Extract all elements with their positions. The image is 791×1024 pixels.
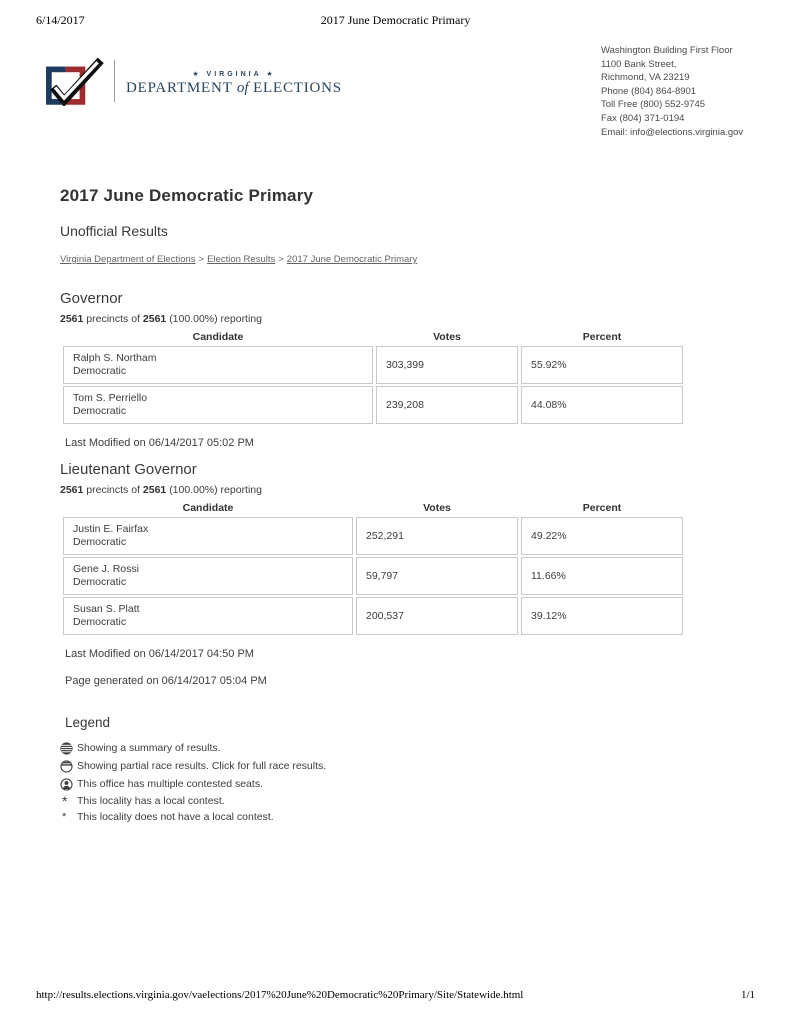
candidate-party: Democratic: [73, 616, 127, 628]
precincts-count: 2561: [60, 313, 84, 325]
legend-list: [60, 739, 686, 825]
votes-column-header: Votes: [433, 331, 461, 343]
candidate-party: Democratic: [73, 365, 127, 377]
logo-elections-word: ELECTIONS: [253, 79, 342, 96]
percent-column-header: Percent: [582, 502, 622, 514]
candidate-party: Democratic: [73, 576, 127, 588]
logo-text: [126, 66, 342, 97]
print-footer-url: http://results.elections.virginia.gov/vaelections/2017%20June%20Democratic%20Primary/Site/Statewide.html: [36, 989, 524, 1001]
precincts-percent-text: (100.00%) reporting: [169, 313, 262, 325]
candidate-party: Democratic: [73, 536, 127, 548]
page-generated-timestamp: Page generated on 06/14/2017 05:04 PM: [65, 675, 267, 687]
legend-item-summary: [60, 739, 686, 757]
percent-cell: 49.22%: [521, 517, 683, 555]
votes-cell: 252,291: [356, 517, 518, 555]
print-footer-page-number: 1/1: [740, 989, 755, 1001]
last-modified-governor: Last Modified on 06/14/2017 05:02 PM: [65, 437, 254, 449]
lieutenant-governor-results-table: [60, 498, 686, 637]
candidate-cell: [63, 557, 353, 595]
legend-item-partial: [60, 757, 686, 775]
precincts-text: precincts of: [86, 484, 140, 496]
percent-cell: 55.92%: [521, 346, 683, 384]
person-circle-icon: [60, 778, 77, 791]
candidate-party: Democratic: [73, 405, 127, 417]
summary-results-circle-icon: [60, 742, 77, 755]
logo-name-line: [126, 80, 342, 97]
legend-item-multiple-seats: [60, 775, 686, 793]
contact-tollfree: Toll Free (800) 552-9745: [601, 99, 706, 111]
votes-cell: 59,797: [356, 557, 518, 595]
print-header-date: 6/14/2017: [36, 13, 85, 27]
candidate-cell: [63, 386, 373, 424]
legend-title: Legend: [65, 715, 111, 730]
print-header-title: 2017 June Democratic Primary: [320, 13, 471, 27]
checkmark-ballot-icon: [45, 56, 109, 106]
race-title-governor: Governor: [60, 290, 123, 307]
candidate-column-header: Candidate: [182, 502, 234, 514]
candidate-name: Ralph S. Northam: [73, 352, 157, 364]
contact-fax: Fax (804) 371-0194: [601, 112, 685, 124]
small-asterisk-icon: [60, 813, 77, 821]
logo-virginia-line: ★ VIRGINIA ★: [192, 70, 276, 78]
percent-column-header: Percent: [582, 331, 622, 343]
candidate-cell: [63, 597, 353, 635]
table-header-row: [63, 500, 683, 515]
department-of-elections-logo: [45, 56, 342, 106]
legend-item-local-contest: [60, 793, 686, 809]
table-row: [63, 597, 683, 635]
legend-item-text: This locality has a local contest.: [77, 795, 225, 807]
precincts-total: 2561: [142, 313, 167, 325]
main-content: [60, 186, 686, 825]
precincts-percent-text: (100.00%) reporting: [169, 484, 262, 496]
votes-cell: 239,208: [376, 386, 518, 424]
logo-department-word: DEPARTMENT: [126, 79, 233, 96]
breadcrumb-link-election-results[interactable]: Election Results: [207, 254, 276, 265]
percent-cell: 11.66%: [521, 557, 683, 595]
votes-cell: 303,399: [376, 346, 518, 384]
breadcrumb-separator: >: [198, 254, 205, 265]
precincts-reporting-lieutenant-governor: [60, 484, 686, 496]
breadcrumb: [60, 254, 686, 265]
logo-of-word: of: [236, 79, 249, 96]
precincts-total: 2561: [142, 484, 167, 496]
votes-column-header: Votes: [423, 502, 451, 514]
legend-item-text: Showing a summary of results.: [77, 742, 221, 754]
asterisk-icon: [60, 793, 77, 809]
candidate-cell: [63, 517, 353, 555]
governor-results-table: [60, 327, 686, 426]
percent-cell: 44.08%: [521, 386, 683, 424]
precincts-reporting-governor: [60, 313, 686, 325]
asterisk-glyph: *: [62, 793, 68, 809]
legend-item-text: This locality does not have a local contest.: [77, 811, 274, 823]
legend-item-text: This office has multiple contested seats.: [77, 778, 263, 790]
candidate-name: Justin E. Fairfax: [73, 523, 149, 535]
contact-phone: Phone (804) 864-8901: [601, 85, 697, 97]
table-row: [63, 517, 683, 555]
table-header-row: [63, 329, 683, 344]
votes-cell: 200,537: [356, 597, 518, 635]
contact-email: Email: info@elections.virginia.gov: [601, 126, 744, 138]
table-row: [63, 557, 683, 595]
candidate-cell: [63, 346, 373, 384]
unofficial-results-subtitle: Unofficial Results: [60, 223, 168, 239]
percent-cell: 39.12%: [521, 597, 683, 635]
legend-item-text: Showing partial race results. Click for full race results.: [77, 760, 327, 772]
precincts-count: 2561: [60, 484, 84, 496]
contact-building: Washington Building First Floor: [601, 45, 733, 56]
breadcrumb-link-current-primary[interactable]: 2017 June Democratic Primary: [286, 254, 418, 265]
table-row: [63, 386, 683, 424]
page-title: 2017 June Democratic Primary: [60, 186, 314, 205]
precincts-text: precincts of: [86, 313, 140, 325]
candidate-name: Susan S. Platt: [73, 603, 140, 615]
partial-results-circle-icon: [60, 760, 77, 773]
race-title-lieutenant-governor: Lieutenant Governor: [60, 461, 197, 478]
contact-block: [601, 44, 743, 139]
small-asterisk-glyph: *: [62, 811, 67, 823]
table-row: [63, 346, 683, 384]
legend-item-no-local-contest: [60, 809, 686, 825]
last-modified-lieutenant-governor: Last Modified on 06/14/2017 04:50 PM: [65, 648, 254, 660]
candidate-name: Gene J. Rossi: [73, 563, 139, 575]
candidate-column-header: Candidate: [192, 331, 244, 343]
breadcrumb-link-home[interactable]: Virginia Department of Elections: [60, 254, 196, 265]
contact-city: Richmond, VA 23219: [601, 72, 690, 84]
logo-separator: [114, 60, 115, 102]
breadcrumb-separator: >: [278, 254, 284, 265]
contact-street: 1100 Bank Street,: [601, 58, 677, 70]
candidate-name: Tom S. Perriello: [73, 392, 148, 404]
